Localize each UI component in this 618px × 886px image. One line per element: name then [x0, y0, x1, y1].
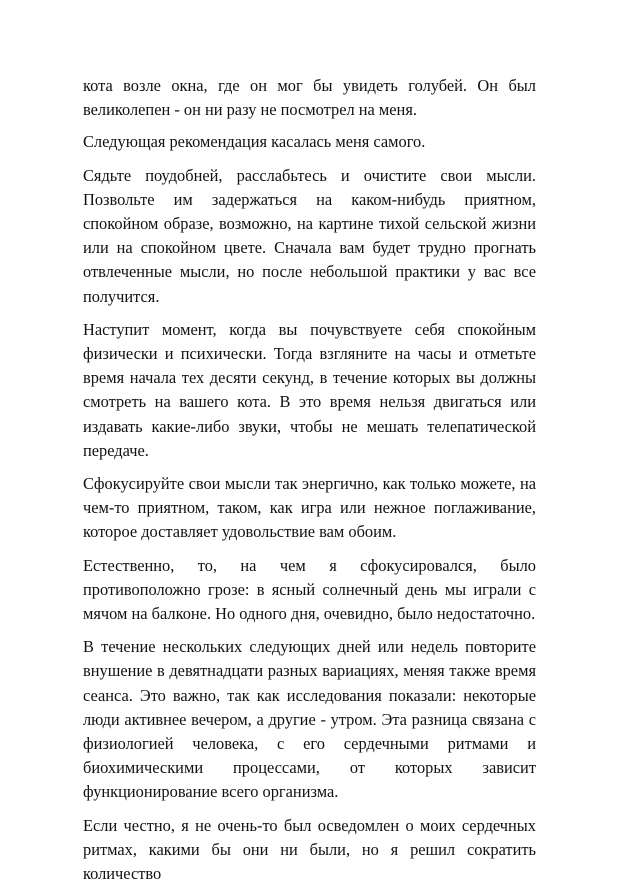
paragraph-3: Сядьте поудобней, расслабьтесь и очистите свои мысли. Позвольте им задержаться на каком-нибудь приятном, спокойном образе, возможно, на картине тихой сельской жизни или на спокойном цвете. Сначала вам будет трудно прогнать отвлеченные мысли, но после небольшой практики у вас все получится.: [83, 165, 536, 306]
paragraph-8: Если честно, я не очень-то был осведомлен о моих сердечных ритмах, какими бы они ни были, но я решил сократить количество: [83, 815, 536, 884]
paragraph-5: Сфокусируйте свои мысли так энергично, как только можете, на чем-то приятном, таком, как игра или нежное поглаживание, которое доставляет удовольствие вам обоим.: [83, 474, 536, 542]
paragraph-4: Наступит момент, когда вы почувствуете себя спокойным физически и психически. Тогда взгляните на часы и отметьте время начала тех десяти секунд, в течение которых вы должны смотреть на вашего кота. В это время нельзя двигаться или издавать какие-либо звуки, чтобы не мешать телепатической передаче.: [83, 319, 536, 460]
paragraph-7: В течение нескольких следующих дней или недель повторите внушение в девятнадцати разных вариациях, меняя также время сеанса. Это важно, так как исследования показали: некоторые люди активнее вечером, а другие - утром. Эта разница связана с физиологией человека, с его сердечными ритмами и биохимическими процессами, от которых зависит функционирование всего организма.: [83, 637, 536, 802]
paragraph-2: Следующая рекомендация касалась меня самого.: [83, 132, 426, 152]
paragraph-1: кота возле окна, где он мог бы увидеть голубей. Он был великолепен - он ни разу не посмотрел на меня.: [83, 76, 536, 120]
paragraph-6: Естественно, то, на чем я сфокусировался, было противоположно грозе: в ясный солнечный день мы играли с мячом на балконе. Но одного дня, очевидно, было недостаточно.: [83, 555, 536, 624]
text-column: [83, 74, 536, 886]
